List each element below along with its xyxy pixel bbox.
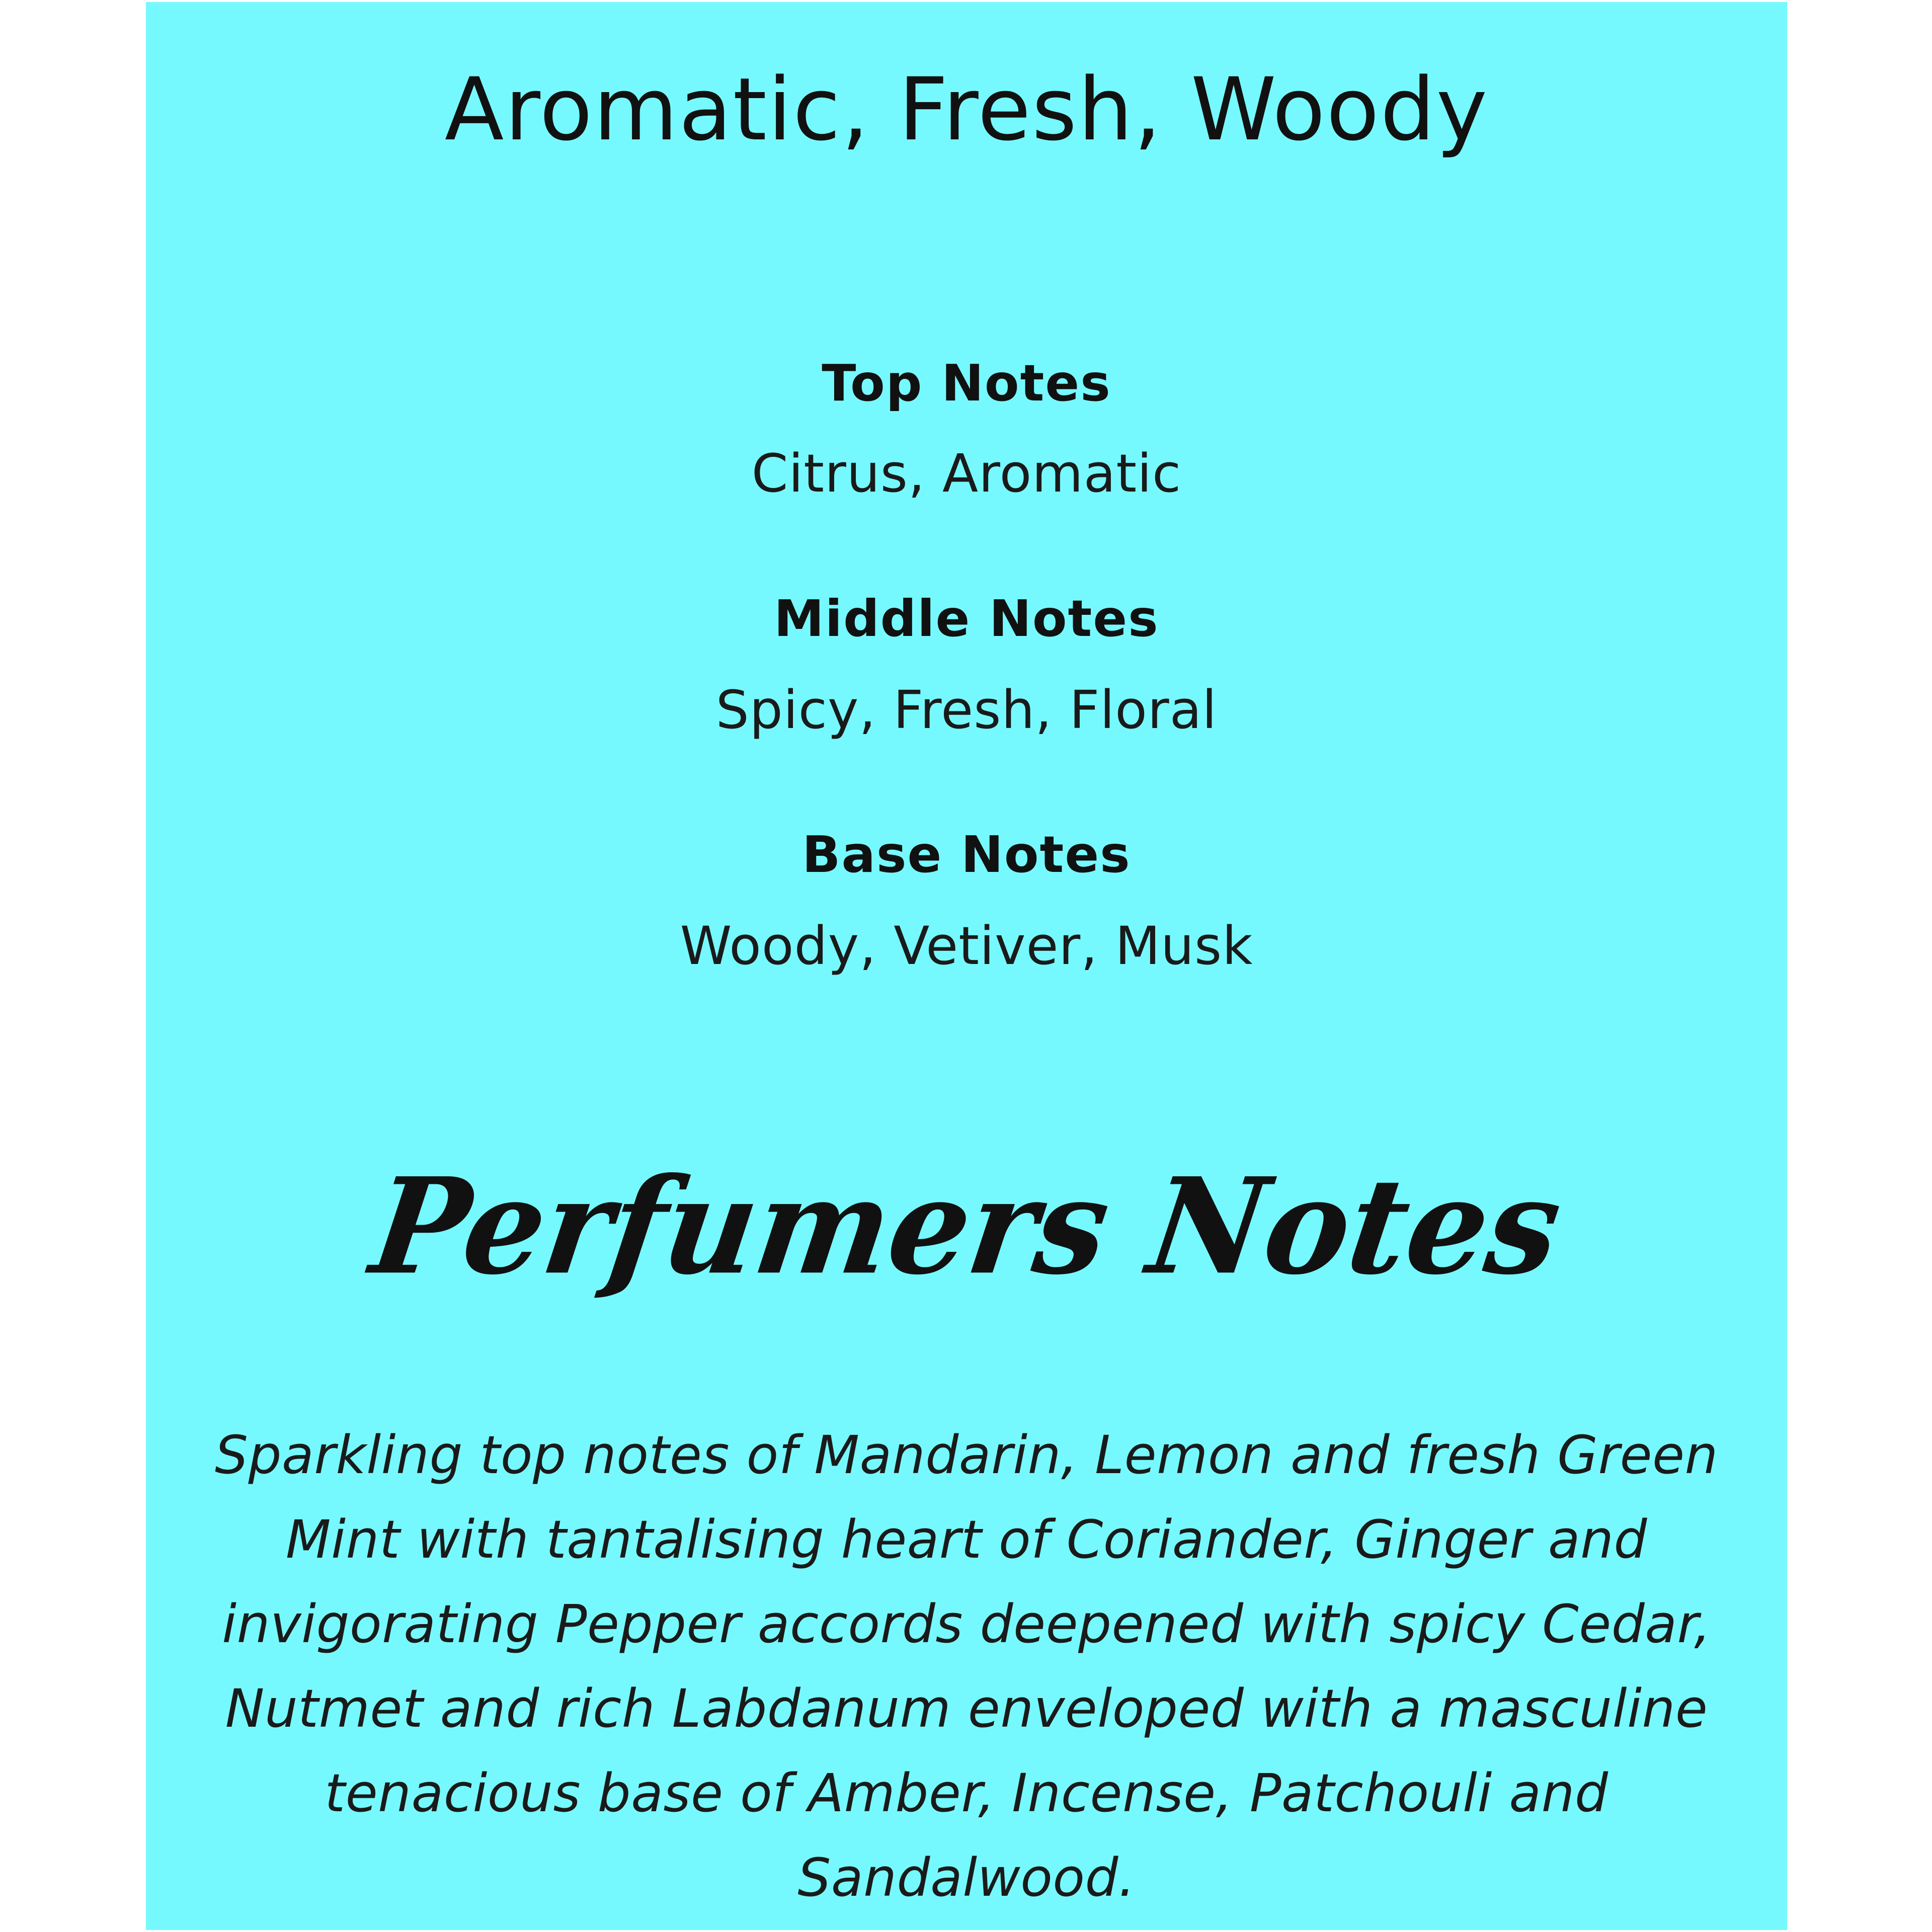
- perfumers-notes-title: Perfumers Notes: [363, 1148, 1570, 1304]
- fragrance-notes-panel: [146, 2, 1787, 1930]
- fragrance-profile-heading: Aromatic, Fresh, Woody: [444, 59, 1489, 160]
- middle-notes-value: Spicy, Fresh, Floral: [715, 679, 1218, 741]
- top-notes-label: Top Notes: [822, 354, 1111, 413]
- perfumers-notes-description: Sparkling top notes of Mandarin, Lemon and fresh Green Mint with tantalising heart of Coriander, Ginger and invigorating Pepper accords deepened with spicy Cedar, Nutmet and rich Labdanum enveloped with a masculine tenacious base of Amber, Incense, Patchouli and Sandalwood.: [215, 1424, 1718, 1908]
- top-notes-value: Citrus, Aromatic: [751, 443, 1182, 504]
- base-notes-label: Base Notes: [802, 825, 1131, 884]
- base-notes-value: Woody, Vetiver, Musk: [680, 915, 1253, 977]
- middle-notes-label: Middle Notes: [774, 589, 1159, 648]
